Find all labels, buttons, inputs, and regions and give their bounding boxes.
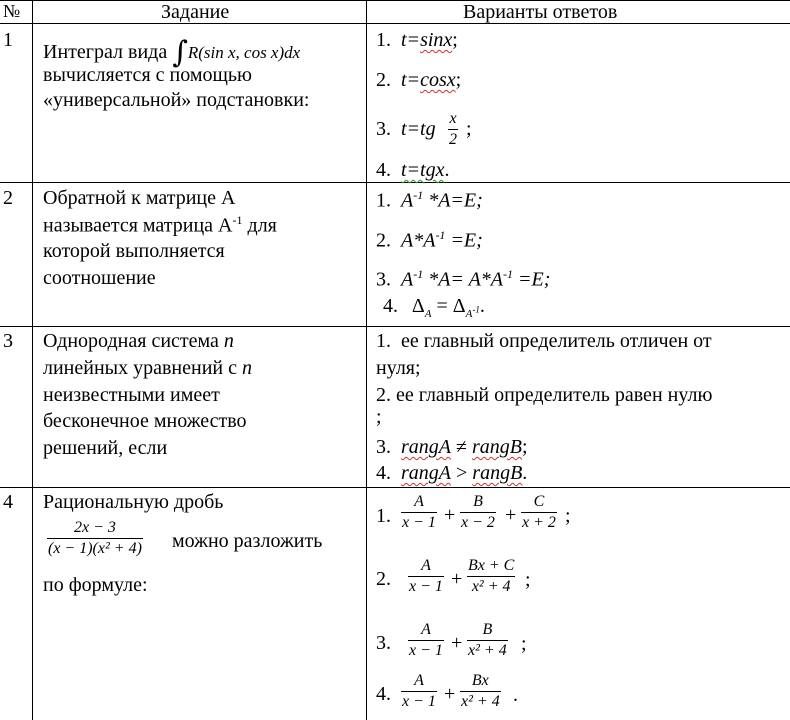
row-3-option-2-line2: ; <box>376 406 382 428</box>
row-2-option-1: 1. $A^{-1}$ *A=E; <box>376 188 483 212</box>
row-3-num: 3 <box>3 330 13 352</box>
header-num: № <box>3 1 21 21</box>
row-4-option-2-num: 2. <box>376 568 391 590</box>
row-4-option-1-term-2: B x − 2 <box>461 493 495 531</box>
row-1-option-4: 4. t=tgx. <box>376 159 450 181</box>
row-2-option-4: 4. $\Delta_A = \Delta_{A^{-1}}$. <box>383 295 485 320</box>
row-3-option-3: 3. rangA ≠ rangB; <box>376 436 528 458</box>
row-1-option-3-tail: ; <box>466 118 472 140</box>
row-divider-3 <box>0 487 790 488</box>
row-1-num: 1 <box>3 29 13 51</box>
row-3-option-1-line1: 1. ее главный определитель отличен от <box>376 330 712 352</box>
row-3-option-4: 4. rangA > rangB. <box>376 462 528 484</box>
table-border-top <box>0 0 790 1</box>
integral-icon: ∫ <box>172 35 188 70</box>
row-3-question-line3: неизвестными имеет <box>43 384 220 406</box>
row-1-option-3-fraction: x 2 <box>449 110 457 148</box>
row-3-option-1-line2: нуля; <box>376 357 421 379</box>
table-header-divider <box>0 23 790 24</box>
header-task: Задание <box>161 1 230 23</box>
row-4-option-4-plus-1: + <box>444 683 456 705</box>
col-divider-1 <box>32 0 33 720</box>
row-4-question-line1: Рациональную дробь <box>43 491 224 513</box>
row-2-question-line4: соотношение <box>43 267 156 289</box>
row-2-num: 2 <box>3 187 13 209</box>
row-3-question-line2: линейных уравнений с n <box>43 357 252 379</box>
row-4-option-1-term-1: A x − 1 <box>402 493 436 531</box>
row-4-option-2-plus-1: + <box>451 568 463 590</box>
row-4-num: 4 <box>3 491 13 513</box>
row-2-option-3: 3. $A^{-1}$ $*A= A*A^{-1} =E$; <box>376 267 551 291</box>
row-4-question-line3: по формуле: <box>43 574 148 596</box>
row-1-option-1: 1. t=sinx; <box>376 29 458 51</box>
header-answers: Варианты ответов <box>463 1 618 23</box>
row-4-option-4-term-2: Bx x² + 4 <box>461 672 500 710</box>
row-3-question-line1: Однородная система n <box>43 330 234 352</box>
row-4-option-3-tail: ; <box>521 633 527 655</box>
row-2-question-line2: называется матрица $А^{-1}$ для <box>43 213 277 237</box>
row-4-option-2-term-1: A x − 1 <box>409 557 443 595</box>
row-1-question-line1: Интеграл вида ∫R(sin x, cos x)dx <box>43 35 301 70</box>
row-1-option-3: 3. t=tg <box>376 118 436 140</box>
row-4-option-4-num: 4. <box>376 683 391 705</box>
row-4-option-3-term-1: A x − 1 <box>409 621 443 659</box>
row-2-question-line3: которой выполняется <box>43 240 225 262</box>
row-4-option-1-tail: ; <box>565 505 571 527</box>
row-4-option-1-plus-2: + <box>505 504 517 526</box>
col-divider-2 <box>366 0 367 720</box>
row-3-question-line5: решений, если <box>43 437 168 459</box>
row-divider-1 <box>0 182 790 183</box>
row-4-option-4-term-1: A x − 1 <box>402 672 436 710</box>
row-4-option-1-num: 1. <box>376 505 391 527</box>
row-3-option-2-line1: 2. ее главный определитель равен нулю <box>376 384 713 406</box>
row-4-question-fraction: 2x − 3 (x − 1)(x² + 4) <box>48 519 142 557</box>
row-divider-2 <box>0 326 790 327</box>
row-1-question-line2: вычисляется с помощью <box>43 64 252 86</box>
row-1-question-line3: «универсальной» подстановки: <box>43 89 310 111</box>
row-3-question-line4: бесконечное множество <box>43 410 247 432</box>
row-2-option-2: 2. $A*A^{-1} =E$; <box>376 228 483 252</box>
row-1-option-2: 2. t=cosx; <box>376 69 462 91</box>
row-4-option-1-term-3: C x + 2 <box>522 493 556 531</box>
row-4-option-2-term-2: Bx + C x² + 4 <box>468 557 515 595</box>
row-2-question-line1: Обратной к матрице А <box>43 187 236 209</box>
row-4-option-3-num: 3. <box>376 632 391 654</box>
row-4-option-3-plus-1: + <box>451 632 463 654</box>
row-4-option-1-plus-1: + <box>444 504 456 526</box>
row-4-option-2-tail: ; <box>525 569 531 591</box>
row-4-question-after: можно разложить <box>172 530 323 552</box>
row-4-option-4-tail: . <box>513 684 518 706</box>
row-4-option-3-term-2: B x² + 4 <box>468 621 507 659</box>
